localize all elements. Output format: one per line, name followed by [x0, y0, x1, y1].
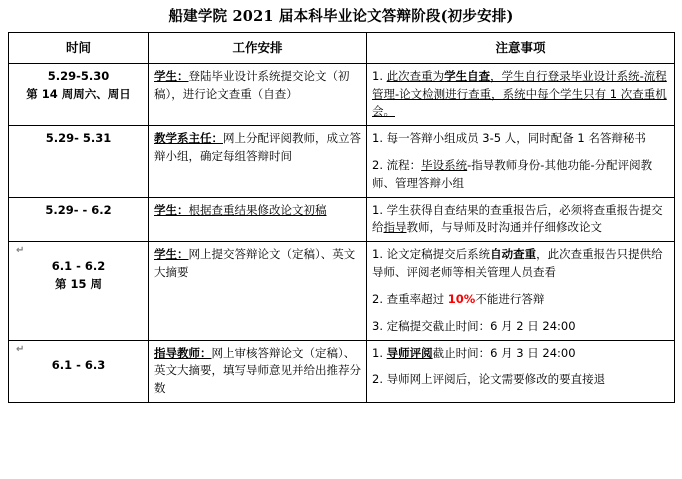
cell-time	[9, 197, 149, 242]
cell-time	[9, 242, 149, 340]
note-number: 1.	[372, 68, 387, 83]
note-text-run: 学生获得自查结果的查重报告后，必须将查重报告提交给	[372, 202, 663, 235]
note-number: 1.	[372, 202, 387, 217]
column-header-work: 工作安排	[149, 33, 367, 63]
cell-time	[9, 340, 149, 402]
note-paragraph	[372, 345, 669, 363]
note-paragraph	[372, 371, 669, 389]
note-number: 1.	[372, 247, 387, 262]
note-paragraph	[372, 202, 669, 238]
note-paragraph	[372, 130, 669, 148]
table-row	[9, 63, 675, 125]
cell-notes	[367, 340, 675, 402]
time-line-primary: 6.1 - 6.3	[51, 357, 106, 372]
note-paragraph	[372, 246, 669, 282]
note-paragraph	[372, 157, 669, 193]
note-text-run: 定稿提交截止时间：6 月 2 日 24:00	[386, 318, 576, 333]
table-body	[9, 63, 675, 402]
work-role-label: 学生：	[154, 202, 189, 217]
work-role-label: 教学系主任：	[154, 131, 223, 146]
cell-time	[9, 63, 149, 125]
work-description: 网上分配评阅教师，成立答辩小组，确定每组答辩时间	[154, 131, 361, 164]
work-role-label: 学生：	[154, 68, 189, 83]
work-role-label: 学生：	[154, 247, 189, 262]
note-text-run: 此次查重为	[386, 68, 445, 83]
note-text-run: 指导	[383, 220, 407, 235]
cell-work-arrangement	[149, 242, 367, 340]
note-text-run: 学生自查	[444, 68, 491, 83]
table-row	[9, 126, 675, 197]
work-description: 网上提交答辩论文（定稿）、英文大摘要	[154, 247, 356, 280]
note-text-run: 教师，与导师及时沟通并仔细修改论文	[406, 220, 602, 235]
paragraph-mark-icon: ↵	[16, 343, 25, 355]
time-line-primary: 5.29- 5.31	[45, 131, 112, 146]
note-text-run: 流程：	[386, 158, 422, 173]
cell-work-arrangement	[149, 340, 367, 402]
note-paragraph	[372, 68, 669, 121]
cell-work-arrangement	[149, 197, 367, 242]
note-text-run: ，此次查重报告只提供给导师、评阅老师等相关管理人员查看	[372, 247, 663, 280]
note-number: 1.	[372, 345, 387, 360]
note-text-run: -指导教师身份-其他功能-分配评阅教师、管理答辩小组	[372, 158, 653, 190]
time-line-secondary: 第 14 周周六、周日	[26, 86, 131, 101]
note-text-run: ，学生自行登录毕业设计系统-流程管理-论文检测进行查重，系统中每个学生只有 1 次查重机会。	[372, 68, 667, 119]
cell-notes	[367, 63, 675, 125]
paragraph-mark-icon: ↵	[16, 245, 25, 257]
cell-notes	[367, 197, 675, 242]
page-title: 船建学院 2021 届本科毕业论文答辩阶段(初步安排)	[168, 8, 514, 25]
work-description: 网上审核答辩论文（定稿）、英文大摘要，填写导师意见并给出推荐分数	[154, 345, 361, 396]
time-line-primary: 5.29-5.30	[47, 68, 110, 83]
note-text-run: 自动查重	[490, 247, 537, 262]
note-number: 2.	[372, 158, 387, 173]
cell-work-arrangement	[149, 126, 367, 197]
time-line-primary: 5.29- - 6.2	[45, 202, 112, 217]
note-text-run: 毕设系统	[421, 158, 468, 173]
note-paragraph	[372, 291, 669, 309]
cell-work-arrangement	[149, 63, 367, 125]
time-line-secondary: 第 15 周	[54, 277, 102, 292]
cell-notes	[367, 126, 675, 197]
note-text-run: 导师评阅	[386, 345, 433, 360]
column-header-notes: 注意事项	[367, 33, 675, 63]
note-text-run: 导师网上评阅后，论文需要修改的要直接退	[386, 372, 606, 387]
note-number: 3.	[372, 318, 387, 333]
table-row	[9, 197, 675, 242]
cell-time	[9, 126, 149, 197]
note-number: 1.	[372, 131, 387, 146]
note-text-run: 论文定稿提交后系统	[386, 247, 491, 262]
note-text-run: 不能进行答辩	[475, 291, 545, 306]
schedule-table	[8, 32, 675, 403]
note-text-run: 截止时间：6 月 3 日 24:00	[432, 345, 576, 360]
work-description: 登陆毕业设计系统提交论文（初稿），进行论文查重（自查）	[154, 68, 350, 101]
note-number: 2.	[372, 372, 387, 387]
note-text-run: 10%	[447, 291, 476, 306]
table-row	[9, 242, 675, 340]
column-header-time: 时间	[9, 33, 149, 63]
note-text-run: 查重率超过	[386, 291, 448, 306]
table-header-row	[9, 33, 675, 63]
time-line-primary: 6.1 - 6.2	[51, 259, 106, 274]
note-number: 2.	[372, 291, 387, 306]
table-row	[9, 340, 675, 402]
work-description: 根据查重结果修改论文初稿	[188, 202, 327, 217]
note-text-run: 每一答辩小组成员 3-5 人，同时配备 1 名答辩秘书	[386, 131, 646, 146]
cell-notes	[367, 242, 675, 340]
work-role-label: 指导教师：	[154, 345, 212, 360]
note-paragraph	[372, 318, 669, 336]
